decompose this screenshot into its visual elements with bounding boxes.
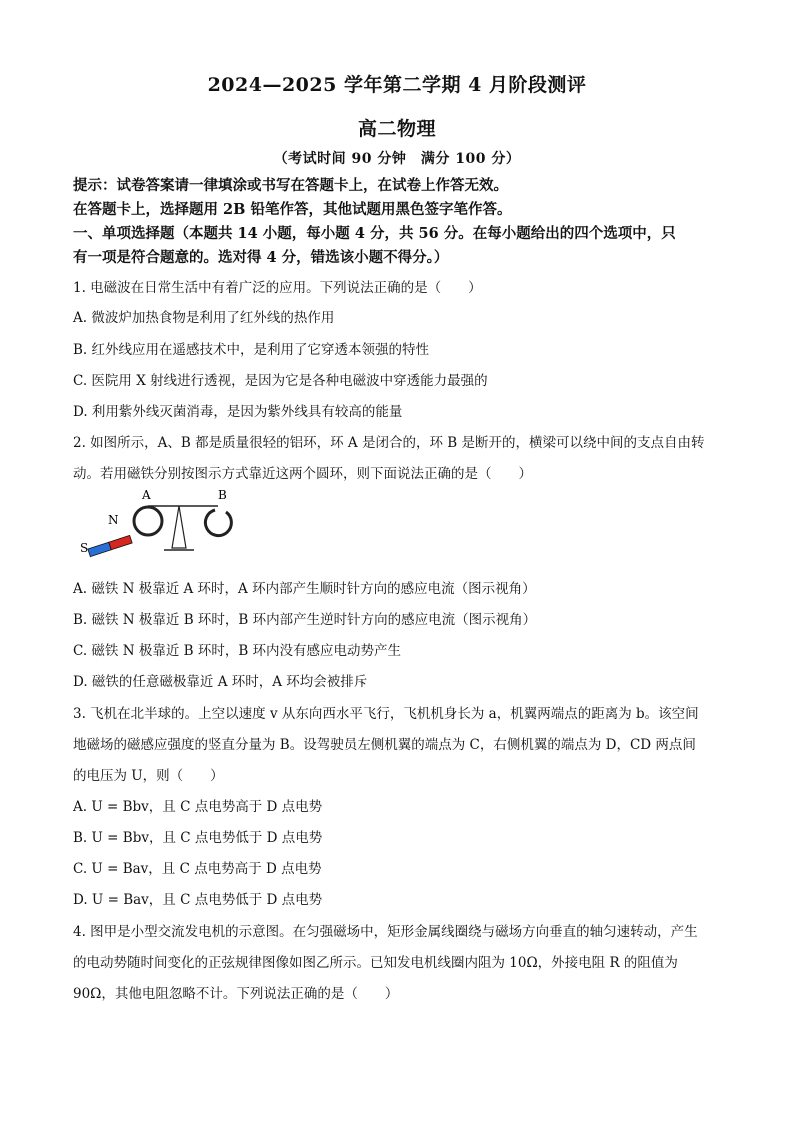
ring-a-inner [137,510,159,532]
label-ring-a: A [142,488,151,502]
ring-a [134,507,162,535]
question-2-option-c: C. 磁铁 N 极靠近 B 环时，B 环内没有感应电动势产生 [73,643,402,659]
exam-info: （考试时间 90 分钟 满分 100 分） [273,151,521,167]
question-3-option-c: C. U = Bav，且 C 点电势高于 D 点电势 [73,861,322,877]
question-3-option-d: D. U = Bav，且 C 点电势低于 D 点电势 [73,892,323,908]
magnet-s-pole [88,542,111,556]
ring-b [205,510,231,536]
question-4-stem-line-3: 90Ω，其他电阻忽略不计。下列说法正确的是（ ） [73,986,399,1002]
label-pole-s: S [80,541,89,555]
exam-title: 2024—2025 学年第二学期 4 月阶段测评 [207,74,587,96]
notice-line-2: 在答题卡上，选择题用 2B 铅笔作答，其他试题用黑色签字笔作答。 [73,201,512,218]
question-2-stem-line-2: 动。若用磁铁分别按图示方式靠近这两个圆环，则下面说法正确的是（ ） [73,466,532,482]
magnet-n-pole [109,535,132,549]
question-3-stem-line-2: 地磁场的磁感应强度的竖直分量为 B。设驾驶员左侧机翼的端点为 C，右侧机翼的端点为 D，CD 两点间 [73,737,696,753]
question-1-option-d: D. 利用紫外线灭菌消毒，是因为紫外线具有较高的能量 [73,404,403,420]
question-1-option-c: C. 医院用 X 射线进行透视，是因为它是各种电磁波中穿透能力最强的 [73,373,488,389]
section-heading-line-1: 一、单项选择题（本题共 14 小题，每小题 4 分，共 56 分。在每小题给出的四个选项中，只 [73,225,676,242]
question-2-stem-line-1: 2. 如图所示，A、B 都是质量很轻的铝环，环 A 是闭合的，环 B 是断开的，横梁可以绕中间的支点自由转 [73,435,705,451]
question-3-stem-line-3: 的电压为 U，则（ ） [73,768,224,784]
section-heading-line-2: 有一项是符合题意的。选对得 4 分，错选该小题不得分。） [73,249,449,266]
stand-support [172,506,186,548]
question-1-option-b: B. 红外线应用在遥感技术中，是利用了它穿透本领强的特性 [73,342,430,358]
question-4-stem-line-2: 的电动势随时间变化的正弦规律图像如图乙所示。已知发电机线圈内阻为 10Ω，外接电阻 R 的阻值为 [73,955,678,971]
question-2-option-a: A. 磁铁 N 极靠近 A 环时，A 环内部产生顺时针方向的感应电流（图示视角） [73,581,536,597]
question-2-option-d: D. 磁铁的任意磁极靠近 A 环时，A 环均会被排斥 [73,674,368,690]
bar-magnet [88,535,132,556]
question-3-option-a: A. U = Bbv，且 C 点电势高于 D 点电势 [73,799,323,815]
subject-title: 高二物理 [357,118,436,140]
question-2-option-b: B. 磁铁 N 极靠近 B 环时，B 环内部产生逆时针方向的感应电流（图示视角） [73,612,537,628]
notice-line-1: 提示：试卷答案请一律填涂或书写在答题卡上，在试卷上作答无效。 [73,177,508,194]
question-3-option-b: B. U = Bbv，且 C 点电势低于 D 点电势 [73,830,323,846]
label-pole-n: N [108,513,119,527]
question-3-stem-line-1: 3. 飞机在北半球的。上空以速度 v 从东向西水平飞行，飞机机身长为 a，机翼两端点的距离为 b。该空间 [73,706,699,722]
question-4-stem-line-1: 4. 图甲是小型交流发电机的示意图。在匀强磁场中，矩形金属线圈绕与磁场方向垂直的轴匀速转动，产生 [73,924,698,940]
label-ring-b: B [218,488,227,502]
question-1-option-a: A. 微波炉加热食物是利用了红外线的热作用 [73,310,335,326]
question-2-figure [80,488,250,558]
question-1-stem: 1. 电磁波在日常生活中有着广泛的应用。下列说法正确的是（ ） [73,280,482,296]
